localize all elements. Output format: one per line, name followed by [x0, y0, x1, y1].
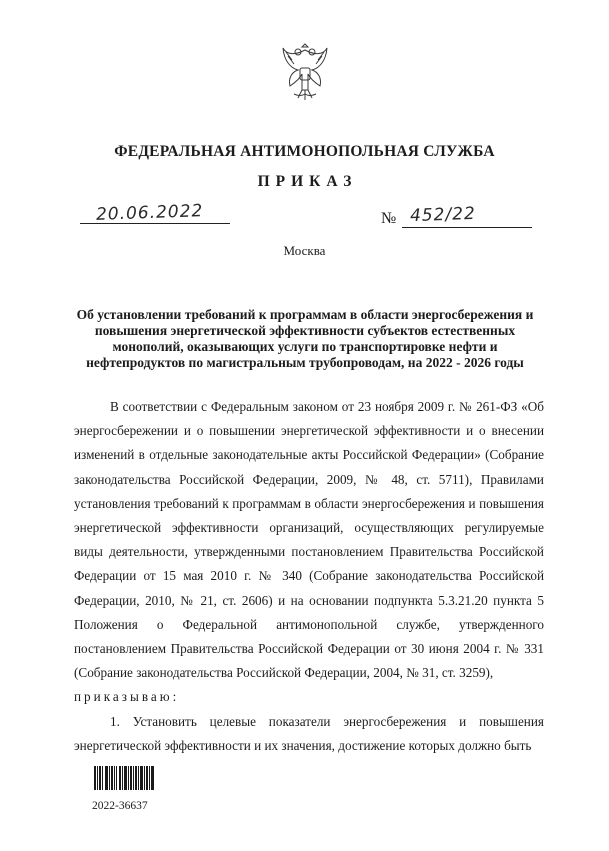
order-number: 452/22 [409, 203, 477, 227]
number-sign: № [381, 210, 397, 227]
city-name: Москва [283, 243, 326, 258]
order-word: приказываю: [74, 689, 180, 705]
item-1-paragraph: 1. Установить целевые показатели энергосбережения и повышения энергетической эффективности и их значения, достижение которых должно быть [74, 713, 544, 753]
barcode-icon [94, 766, 154, 790]
document-title: Об установлении требований к программам в области энергосбережения и повышения энергетической эффективности субъектов естественных монополий, оказывающих услуги по транспортировке нефти и нефтепродуктов по магистральным трубопроводам, на 2022 - 2026 годы [76, 307, 534, 370]
preamble-paragraph: В соответствии с Федеральным законом от 23 ноября 2009 г. № 261-ФЗ «Об энергосбережении и о повышении энергетической эффективности и о внесении изменений в отдельные законодательные акты Российской Федерации» (Собрание законодательства Российской Федерации, 2009, № 48, ст. 5711), Правилами установления требований к программам в области энергосбережения и повышения энергетической эффективности организаций, осуществляющих регулируемые виды деятельности, утвержденными постановлением Правительства Российской Федерации от 15 мая 2010 г. № 340 (Собрание законодательства Российской Федерации, 2010, № 21, ст. 2606) и на основании подпункта 5.3.21.20 пункта 5 Положения о Федеральной антимонопольной службе, утвержденного постановлением Правительства Российской Федерации от 30 июня 2004 г. № 331 (Собрание законодательства Российской Федерации, 2004, № 31, ст. 3259), [74, 399, 544, 681]
document-type: ПРИКАЗ [257, 173, 358, 190]
registration-number: 2022-36637 [92, 800, 148, 812]
agency-name: ФЕДЕРАЛЬНАЯ АНТИМОНОПОЛЬНАЯ СЛУЖБА [114, 143, 495, 160]
date-underline [80, 223, 230, 224]
order-date: 20.06.2022 [95, 201, 204, 225]
russian-coat-of-arms-icon [280, 38, 330, 104]
document-body [74, 395, 544, 758]
number-underline [402, 227, 532, 228]
